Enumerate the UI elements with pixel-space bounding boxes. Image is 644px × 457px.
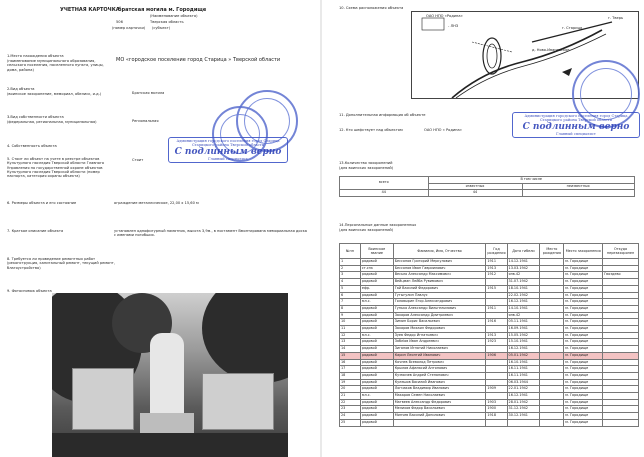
burials-cell: м. Городище xyxy=(564,326,603,333)
burials-cell xyxy=(540,292,564,299)
burials-cell: Гунько Александр Вильгельмович xyxy=(393,305,486,312)
burials-cell xyxy=(486,359,507,366)
burials-cell: м. Городище xyxy=(564,386,603,393)
burials-cell: м. Городище xyxy=(564,332,603,339)
burials-cell xyxy=(486,299,507,306)
table-row xyxy=(340,279,639,286)
burials-cell: Зуев Федор Игнатьевич xyxy=(393,332,486,339)
table-row xyxy=(340,292,639,299)
section-6-label: 6. Размеры объекта и его состояние xyxy=(7,201,77,205)
burials-cell xyxy=(603,352,639,359)
burials-cell xyxy=(603,305,639,312)
card-region-caption: (субъект) xyxy=(152,26,171,30)
burials-cell: 14.10.1941 xyxy=(507,305,540,312)
burials-header-cell: Место захоронения xyxy=(564,244,603,259)
burials-cell: 18.10.1941 xyxy=(507,285,540,292)
burials-cell xyxy=(603,326,639,333)
burials-cell xyxy=(540,386,564,393)
burials-cell: 3 xyxy=(340,272,361,279)
burials-cell: м. Городище xyxy=(564,359,603,366)
table-row xyxy=(340,366,639,373)
table-row xyxy=(340,299,639,306)
burials-cell: 16.11.1941 xyxy=(507,372,540,379)
burials-cell xyxy=(603,319,639,326)
count-header-unknown: неизвестных xyxy=(522,183,635,190)
burials-cell xyxy=(603,265,639,272)
burials-cell xyxy=(540,339,564,346)
section-13-label: 13.Количество захоронений xyxy=(339,161,393,165)
burials-cell: Макаров Семен Николаевич xyxy=(393,393,486,400)
burials-cell xyxy=(603,406,639,413)
burials-cell: янв.42 xyxy=(507,312,540,319)
table-row xyxy=(340,413,639,420)
burials-cell: рядовой xyxy=(360,292,393,299)
burials-cell: м. Городище xyxy=(564,352,603,359)
burials-cell: 06.03.1944 xyxy=(507,379,540,386)
burials-cell: Лончаков Владимир Иванович xyxy=(393,386,486,393)
burials-cell: Гутыгулин Павлус xyxy=(393,292,486,299)
burials-cell: 28.01.1942 xyxy=(507,399,540,406)
burials-cell xyxy=(486,393,507,400)
count-total: 44 xyxy=(340,190,429,197)
burials-cell xyxy=(486,346,507,353)
table-row xyxy=(340,372,639,379)
burials-cell: Гай Василий Федорович xyxy=(393,285,486,292)
burials-cell xyxy=(540,366,564,373)
burials-cell: мл.с. xyxy=(360,332,393,339)
burials-cell: 05.01.1942 xyxy=(507,352,540,359)
section-3-value: Региональная xyxy=(132,119,159,123)
table-row xyxy=(340,305,639,312)
burials-cell xyxy=(540,399,564,406)
burials-cell: м. Городище xyxy=(564,305,603,312)
count-known: 44 xyxy=(428,190,522,197)
burials-cell: 15 xyxy=(340,352,361,359)
burials-cell: рядовой xyxy=(360,419,393,426)
table-row xyxy=(340,326,639,333)
burials-cell: рядовой xyxy=(360,413,393,420)
burials-cell: м. Городище xyxy=(564,299,603,306)
table-row xyxy=(340,419,639,426)
burials-cell: Кузмичев Андрей Степанович xyxy=(393,372,486,379)
burials-cell: 21 xyxy=(340,393,361,400)
section-1-value: МО «городское поселение город Старица » Тверской области xyxy=(116,57,281,63)
burials-cell xyxy=(603,279,639,286)
burials-cell xyxy=(486,372,507,379)
burials-cell: 15.10.1941 xyxy=(507,339,540,346)
burials-cell: м. Городище xyxy=(564,413,603,420)
table-row xyxy=(340,272,639,279)
burials-cell: 8 xyxy=(340,305,361,312)
burials-cell: Зябліов Иван Андреевич xyxy=(393,339,486,346)
burials-cell xyxy=(540,406,564,413)
burials-cell: 12 xyxy=(340,332,361,339)
burials-cell: 5 xyxy=(340,285,361,292)
burials-header-cell: Год рождения xyxy=(486,244,507,259)
section-14-label: 14.Персональные данные захороненных xyxy=(339,223,417,227)
monument-figure xyxy=(150,333,184,423)
burials-cell: рядовой xyxy=(360,312,393,319)
burials-cell xyxy=(540,413,564,420)
burials-cell: Захаров Михаил Федорович xyxy=(393,326,486,333)
burials-cell: рядовой xyxy=(360,339,393,346)
burials-cell: рядовой xyxy=(360,359,393,366)
burials-cell: Весьло Александр Максимович xyxy=(393,272,486,279)
burials-cell: рядовой xyxy=(360,272,393,279)
table-row xyxy=(340,339,639,346)
burials-cell: Крылов Афанасий Антонович xyxy=(393,366,486,373)
section-12-label: 12. Кто шефствует над объектом xyxy=(339,128,403,132)
burials-cell xyxy=(603,259,639,266)
burials-cell: 4 xyxy=(340,279,361,286)
burials-cell: м. Городище xyxy=(564,285,603,292)
burials-cell xyxy=(540,279,564,286)
section-11-label: 11. Дополнительная информация об объекте xyxy=(339,113,426,117)
burials-cell: 19 xyxy=(340,379,361,386)
burials-cell xyxy=(603,393,639,400)
burials-cell: 10 xyxy=(340,319,361,326)
burials-cell: 18 xyxy=(340,372,361,379)
burials-cell xyxy=(603,399,639,406)
burials-cell: 16 xyxy=(340,359,361,366)
section-3-label: 3.Вид собственности объекта xyxy=(7,115,64,119)
burials-cell: мл.с. xyxy=(360,393,393,400)
burials-cell: м. Городище xyxy=(564,312,603,319)
section-2-label: 2.Вид объекта xyxy=(7,87,35,91)
burials-cell xyxy=(540,285,564,292)
card-number: 506 xyxy=(116,20,123,24)
burials-cell xyxy=(603,312,639,319)
count-unknown xyxy=(522,190,635,197)
burials-cell xyxy=(486,326,507,333)
burials-cell xyxy=(540,359,564,366)
burials-cell: 22 xyxy=(340,399,361,406)
count-header-total: всего xyxy=(340,177,429,190)
burials-cell xyxy=(603,413,639,420)
burials-cell: м. Городище xyxy=(564,259,603,266)
burials-cell xyxy=(393,419,486,426)
burials-cell: 16.12.1941 xyxy=(507,299,540,306)
burials-cell: 14.12.1941 xyxy=(507,259,540,266)
burials-cell: рядовой xyxy=(360,259,393,266)
burials-cell: м. Городище xyxy=(564,346,603,353)
burials-cell: 23 xyxy=(340,406,361,413)
burials-cell: 1913 xyxy=(486,332,507,339)
burials-cell: м. Городище xyxy=(564,366,603,373)
burials-cell: 9 xyxy=(340,312,361,319)
burials-cell: 20 xyxy=(340,386,361,393)
burial-count-table xyxy=(339,176,635,197)
map-label-ssh: - ЛНЗ xyxy=(448,24,459,28)
burials-cell xyxy=(603,346,639,353)
burials-cell: Кочнев Всеволод Петрович xyxy=(393,359,486,366)
burials-cell: 25 xyxy=(340,419,361,426)
section-5-label: 5. Стоит ли объект на учете в реестре объектов Культурного наследия Тверской области Главного Управления по государственной охране объектов Культурного наследия Тверской области (номер паспорта, категория охраны объекта) xyxy=(7,157,105,179)
burials-header-cell: Воинское звание xyxy=(360,244,393,259)
burials-header-cell: Дата гибели xyxy=(507,244,540,259)
burials-cell: 30.12.1941 xyxy=(507,413,540,420)
section-9-label: 9. Фотоснимок объекта xyxy=(7,289,52,293)
burials-cell xyxy=(603,359,639,366)
left-page xyxy=(0,0,320,457)
burials-cell xyxy=(486,366,507,373)
burials-cell: 14 xyxy=(340,346,361,353)
burials-cell: м. Городище xyxy=(564,419,603,426)
table-row xyxy=(340,386,639,393)
burials-cell: 24 xyxy=(340,413,361,420)
burials-cell: Мелихов Федор Васильевич xyxy=(393,406,486,413)
burials-cell: 17 xyxy=(340,366,361,373)
burials-cell xyxy=(540,419,564,426)
burials-header-cell: Место рождения xyxy=(540,244,564,259)
burials-cell xyxy=(540,265,564,272)
burials-cell: 16.12.1941 xyxy=(507,393,540,400)
memorial-photo xyxy=(52,293,288,457)
burials-cell xyxy=(486,419,507,426)
table-row xyxy=(340,379,639,386)
burials-cell xyxy=(540,319,564,326)
burials-cell: м. Городище xyxy=(564,292,603,299)
section-5-value: Стоит xyxy=(132,158,144,162)
burials-cell: рядовой xyxy=(360,305,393,312)
table-row xyxy=(340,399,639,406)
card-region: Тверская область xyxy=(150,20,184,24)
burials-cell: янв.42 xyxy=(507,272,540,279)
burials-cell: м. Городище xyxy=(564,339,603,346)
burials-cell xyxy=(603,339,639,346)
burials-cell: 1906 xyxy=(486,352,507,359)
burials-cell: 6 xyxy=(340,292,361,299)
burials-cell: 1911 xyxy=(486,305,507,312)
burials-cell: 1 xyxy=(340,259,361,266)
burials-cell: Кулешов Василий Иванович xyxy=(393,379,486,386)
table-row xyxy=(340,346,639,353)
burials-cell: м. Городище xyxy=(564,272,603,279)
burials-cell xyxy=(486,379,507,386)
section-7-label: 7. Краткое описание объекта xyxy=(7,229,64,233)
burials-cell: рядовой xyxy=(360,372,393,379)
burials-cell: м. Городище xyxy=(564,319,603,326)
section-3-caption: (федеральная, региональная, муниципальная) xyxy=(7,120,97,124)
burials-cell: м. Городище xyxy=(564,406,603,413)
section-10-label: 10. Схема расположения объекта xyxy=(339,6,404,10)
burials-cell: 16.09.1941 xyxy=(507,326,540,333)
burials-cell: 1918 xyxy=(486,413,507,420)
section-12-value: ОАО НПО « Родина» xyxy=(424,128,462,132)
burials-cell: 1913 xyxy=(486,265,507,272)
table-row xyxy=(340,285,639,292)
burials-cell: 7 xyxy=(340,299,361,306)
card-title-subject: братская могила м. Городище xyxy=(118,7,207,13)
count-header-known: известных xyxy=(428,183,522,190)
burials-cell: 31.07.1942 xyxy=(507,279,540,286)
burials-cell: Гвоздево xyxy=(603,272,639,279)
burials-cell: рядовой xyxy=(360,399,393,406)
burials-cell xyxy=(486,279,507,286)
burials-cell: м. Городище xyxy=(564,399,603,406)
burials-cell: 16.10.1941 xyxy=(507,359,540,366)
burials-cell xyxy=(603,372,639,379)
map-label-road2: д. Ново-Ивановское xyxy=(532,48,570,52)
map-label-road1: г. Старица xyxy=(562,26,583,30)
table-row xyxy=(340,259,639,266)
burials-cell xyxy=(603,292,639,299)
burials-cell: 1903 xyxy=(486,399,507,406)
burials-cell: 15.05.1942 xyxy=(507,332,540,339)
table-row xyxy=(340,359,639,366)
burials-cell: 1900 xyxy=(486,406,507,413)
burials-cell: 1911 xyxy=(486,259,507,266)
burials-cell: мл.с. xyxy=(360,299,393,306)
section-8-label: 8. Требуется ли проведение ремонтных работ (реконструкция, капитальный ремонт, текущий ремонт, благоустройство) xyxy=(7,257,115,270)
burials-cell xyxy=(540,305,564,312)
table-row xyxy=(340,265,639,272)
burials-cell: рядовой xyxy=(360,352,393,359)
burials-cell: 05.11.1941 xyxy=(507,319,540,326)
burials-cell: 16.12.1941 xyxy=(507,346,540,353)
section-7-value: установлен однофигурный памятник, высота 3,9м., в постамент Вмонтирована мемориальная доска с именами погибших. xyxy=(114,229,307,238)
burials-cell: рядовой xyxy=(360,406,393,413)
burials-cell: м. Городище xyxy=(564,379,603,386)
table-row xyxy=(340,319,639,326)
burials-cell xyxy=(540,352,564,359)
burials-cell: 1923 xyxy=(486,339,507,346)
burials-cell xyxy=(540,393,564,400)
burials-cell: рядовой xyxy=(360,326,393,333)
section-2-value: Братская могила xyxy=(132,91,165,95)
section-1-caption: (наименование муниципального образования, сельского поселения, населенного пункта, улицы, дома, района) xyxy=(7,59,104,72)
burials-cell xyxy=(486,292,507,299)
burials-cell xyxy=(540,326,564,333)
table-row xyxy=(340,352,639,359)
burials-cell: м. Городище xyxy=(564,393,603,400)
burials-cell: Матвеев Александр Федорович xyxy=(393,399,486,406)
burials-cell: рядовой xyxy=(360,279,393,286)
burials-cell xyxy=(603,386,639,393)
section-14-caption: (для воинских захоронений) xyxy=(339,228,394,232)
right-page xyxy=(322,0,644,457)
burials-cell: рядовой xyxy=(360,366,393,373)
burials-cell: Захаров Александр Дмитриевич xyxy=(393,312,486,319)
burials-cell xyxy=(540,346,564,353)
burials-cell: рядовой xyxy=(360,346,393,353)
burials-cell xyxy=(540,379,564,386)
burials-cell: Зимин Борис Васильевич xyxy=(393,319,486,326)
burials-cell: м. Городище xyxy=(564,279,603,286)
burials-cell: 31.12.1942 xyxy=(507,406,540,413)
burials-header-cell: №пп xyxy=(340,244,361,259)
burials-cell: рядовой xyxy=(360,319,393,326)
table-row xyxy=(340,332,639,339)
section-1-label: 1.Место нахождения объекта xyxy=(7,54,64,58)
table-row xyxy=(340,393,639,400)
burials-cell xyxy=(540,259,564,266)
burials-cell: 13 xyxy=(340,339,361,346)
certified-copy-stamp-right: Администрация городского поселения город Старица Старицкого района Тверской области С подлинным верно Главный специалист xyxy=(512,112,640,138)
burials-cell xyxy=(486,312,507,319)
burials-cell: 1916 xyxy=(486,319,507,326)
burials-cell xyxy=(603,332,639,339)
burials-cell: 1909 xyxy=(486,386,507,393)
burials-cell: м. Городище xyxy=(564,265,603,272)
burials-cell: Зиганов Игнатий Николаевич xyxy=(393,346,486,353)
burials-cell: 22.02.1942 xyxy=(507,292,540,299)
burials-cell: м. Городище xyxy=(564,372,603,379)
card-number-caption: (номер карточки) xyxy=(112,26,146,30)
burials-cell: 13.03.1942 xyxy=(507,265,540,272)
burials-cell xyxy=(603,299,639,306)
burials-cell xyxy=(540,332,564,339)
section-2-caption: (воинское захоронение, мемориал, обелиск, и.д.) xyxy=(7,92,102,96)
burials-cell: 16.11.1941 xyxy=(507,366,540,373)
burials-cell xyxy=(603,366,639,373)
section-6-value: ограждение металлическое, 22,00 х 15,60 м xyxy=(114,201,199,205)
burials-cell xyxy=(540,299,564,306)
burials-cell: 1912 xyxy=(486,272,507,279)
burials-cell xyxy=(603,285,639,292)
map-label-top: ОАО НПО «Родина» xyxy=(426,14,463,18)
burials-cell: Бессонов Григорий Меркулович xyxy=(393,259,486,266)
burials-cell xyxy=(603,419,639,426)
table-row xyxy=(340,312,639,319)
burials-cell xyxy=(507,419,540,426)
burials-cell: рядовой xyxy=(360,379,393,386)
count-header-incl: В том числе xyxy=(428,177,635,184)
burials-cell: рядовой xyxy=(360,386,393,393)
burials-cell xyxy=(540,312,564,319)
burials-cell: Минчев Василий Данилович xyxy=(393,413,486,420)
burials-table xyxy=(339,243,639,427)
burials-cell: 2 xyxy=(340,265,361,272)
certified-copy-stamp: Администрация городского поселения город Старица Старицкого района Тверской области С подлинным верно Главный специалист xyxy=(168,137,288,163)
burials-cell: Головырин Егор Александрович xyxy=(393,299,486,306)
burials-cell: 1915 xyxy=(486,285,507,292)
burials-table-header xyxy=(340,244,639,259)
section-13-caption: (для воинских захоронений) xyxy=(339,166,394,170)
burials-header-cell: Фамилия, Имя, Отчество xyxy=(393,244,486,259)
burials-cell xyxy=(603,379,639,386)
card-title-caption: (Наименование объекта) xyxy=(150,14,198,18)
section-4-label: 4. Собственность объекта xyxy=(7,144,57,148)
burials-cell: 11 xyxy=(340,326,361,333)
burials-cell: ефр. xyxy=(360,285,393,292)
burials-cell: Вейцман Лейба Рувимович xyxy=(393,279,486,286)
burials-cell xyxy=(540,272,564,279)
burials-cell: Бессонов Иван Гавриилович xyxy=(393,265,486,272)
burials-header-cell: Откуда перезахоронен xyxy=(603,244,639,259)
map-label-city: г. Тверь xyxy=(608,16,624,20)
burials-cell: 22.01.1942 xyxy=(507,386,540,393)
burials-cell: Карин Леонтий Иванович xyxy=(393,352,486,359)
table-row xyxy=(340,406,639,413)
card-title: УЧЕТНАЯ КАРТОЧКА xyxy=(60,7,120,13)
burials-cell: ст.снк xyxy=(360,265,393,272)
burials-cell xyxy=(540,372,564,379)
